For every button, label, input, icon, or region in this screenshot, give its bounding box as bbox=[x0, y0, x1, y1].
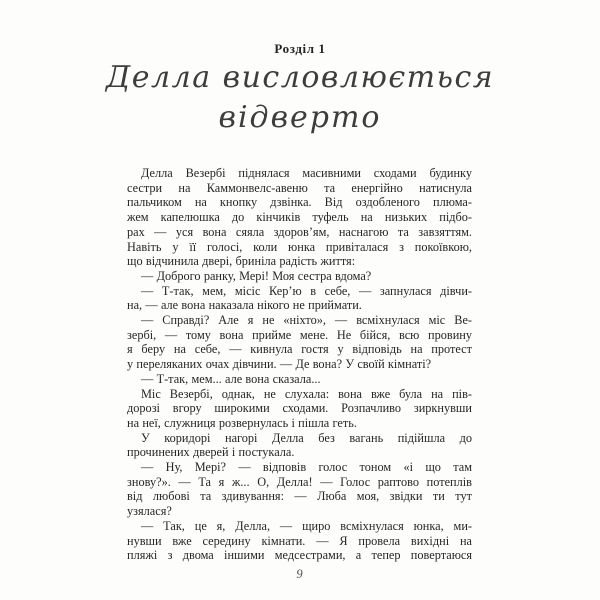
paragraph bbox=[127, 372, 472, 387]
paragraph bbox=[127, 387, 472, 431]
paragraph bbox=[127, 284, 472, 313]
text-line: пляжі з двома іншими медсестрами, а тепер повертаюся bbox=[127, 548, 472, 563]
paragraph bbox=[127, 519, 472, 563]
text-line: дорозі вгору широкими сходами. Розпачливо зиркнувши bbox=[127, 401, 472, 416]
text-line: — Т-так, мем... але вона сказала... bbox=[141, 371, 321, 386]
text-line: — Так, це я, Делла, — щиро всміхнулася юнка, ми- bbox=[141, 518, 472, 533]
text-line: у переляканих очах дівчини. — Де вона? У своїй кімнаті? bbox=[127, 357, 432, 372]
paragraph bbox=[127, 166, 472, 269]
text-line: знову?». — Та я ж... О, Делла! — Голос раптово потеплів bbox=[127, 474, 472, 489]
text-line: — Ну, Мері? — відповів голос тоном «і що там bbox=[141, 460, 472, 475]
text-line: зербі, — тому вона прийме мене. Не бійся, всю провину bbox=[127, 327, 472, 342]
text-line: сестри на Каммонвелс-авеню та енергійно натиснула bbox=[127, 180, 472, 195]
paragraph bbox=[127, 431, 472, 460]
body-text bbox=[127, 166, 472, 563]
text-line: — Т-так, мем, місіс Кер’ю в себе, — запнулася дівчи- bbox=[141, 283, 472, 298]
chapter-heading: Розділ 1 bbox=[274, 41, 326, 56]
text-line: від любові та здивування: — Люба моя, звідки ти тут bbox=[127, 489, 472, 504]
text-line: — Справді? Але я не «ніхто», — всміхнулася міс Ве- bbox=[141, 313, 472, 328]
text-line: я беру на себе, — кивнула гостя у відповідь на протест bbox=[127, 342, 472, 357]
chapter-title-line-1: Делла висловлюється bbox=[105, 60, 495, 95]
chapter-title-line-2: відверто bbox=[218, 100, 382, 135]
text-line: нувши вже середину кімнати. — Я провела вихідні на bbox=[127, 533, 472, 548]
text-line: прочинених дверей і постукала. bbox=[127, 445, 295, 460]
page-number: 9 bbox=[296, 567, 304, 581]
text-line: узялася? bbox=[127, 504, 172, 519]
chapter-title bbox=[0, 58, 600, 138]
paragraph bbox=[127, 269, 472, 284]
text-line: на, — але вона наказала нікого не приймати. bbox=[127, 298, 362, 313]
paragraph bbox=[127, 313, 472, 372]
text-line: Міс Везербі, однак, не слухала: вона вже була на пів- bbox=[141, 386, 472, 401]
text-line: Навіть у її голосі, коли юнка привіталася з покоївкою, bbox=[127, 239, 472, 254]
text-line: Делла Везербі піднялася масивними сходами будинку bbox=[141, 166, 472, 180]
text-line: на неї, служниця розвернулась і пішла геть. bbox=[127, 415, 357, 430]
text-line: — Доброго ранку, Мері! Моя сестра вдома? bbox=[141, 268, 372, 283]
text-line: У коридорі нагорі Делла без вагань підійшла до bbox=[141, 430, 472, 445]
text-line: жем капелюшка до кінчиків туфель на низьких підбо- bbox=[127, 210, 472, 225]
text-line: рах — уся вона сяяла здоров’ям, наснагою та завзяттям. bbox=[127, 224, 472, 239]
paragraph bbox=[127, 460, 472, 519]
text-line: що відчинила двері, бриніла радість життя: bbox=[127, 254, 356, 269]
text-line: пальчиком на кнопку дзвінка. Від оздобленого плюма- bbox=[127, 195, 472, 210]
